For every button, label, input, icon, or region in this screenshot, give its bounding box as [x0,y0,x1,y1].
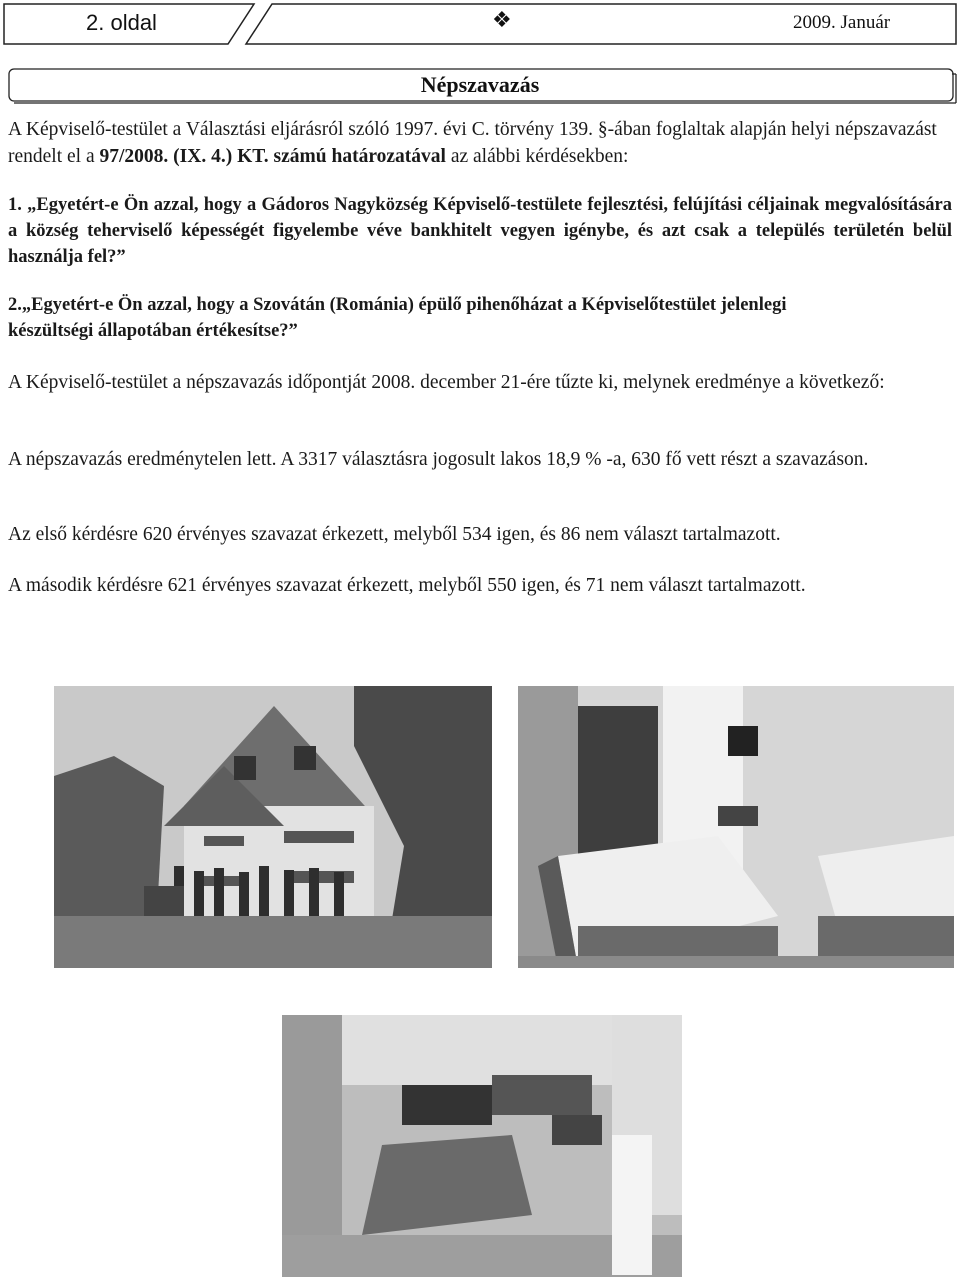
question-2: 2.„Egyetért-e Ön azzal, hogy a Szovátán (Románia) épülő pihenőházat a Képviselőtestület jelenlegi készültségi állapotában értékesítse?” [8,295,787,341]
photo-lounge [282,1015,682,1277]
date-paragraph: A Képviselő-testület a népszavazás időpontját 2008. december 21-ére tűzte ki, melynek eredménye a következő: [8,372,885,393]
ornament-icon: ❖ [492,8,512,33]
page-number: 2. oldal [86,10,157,35]
issue-date: 2009. Január [793,12,891,33]
article-title-bar [8,68,958,104]
question-1: 1. „Egyetért-e Ön azzal, hogy a Gádoros Nagyközség Képviselő-testülete fejlesztési, felújítási céljainak megvalósítására a község teherviselő képességét figyelembe véve bankhitelt vegyen igénybe, és azt csak a település területén belül használja fel?” [8,195,952,267]
intro-text-end: az alábbi kérdésekben: [445,146,629,167]
article-title: Népszavazás [420,72,540,97]
page-header [0,0,960,48]
second-question-result: A második kérdésre 621 érvényes szavazat érkezett, melyből 550 igen, és 71 nem választ tartalmazott. [8,575,806,596]
intro-text: A Képviselő-testület a Választási eljárásról szóló 1997. évi C. törvény 139. §-ában foglaltak alapján helyi népszavazást rendelt el a [8,119,937,167]
intro-resolution: 97/2008. (IX. 4.) KT. számú határozatával [99,146,446,167]
photo-house-exterior [54,686,492,968]
photo-bedroom [518,686,954,968]
intro-paragraph [8,116,952,170]
first-question-result: Az első kérdésre 620 érvényes szavazat érkezett, melyből 534 igen, és 86 nem választ tartalmazott. [8,524,781,545]
result-paragraph: A népszavazás eredménytelen lett. A 3317 választásra jogosult lakos 18,9 % -a, 630 fő vett részt a szavazáson. [8,449,869,470]
